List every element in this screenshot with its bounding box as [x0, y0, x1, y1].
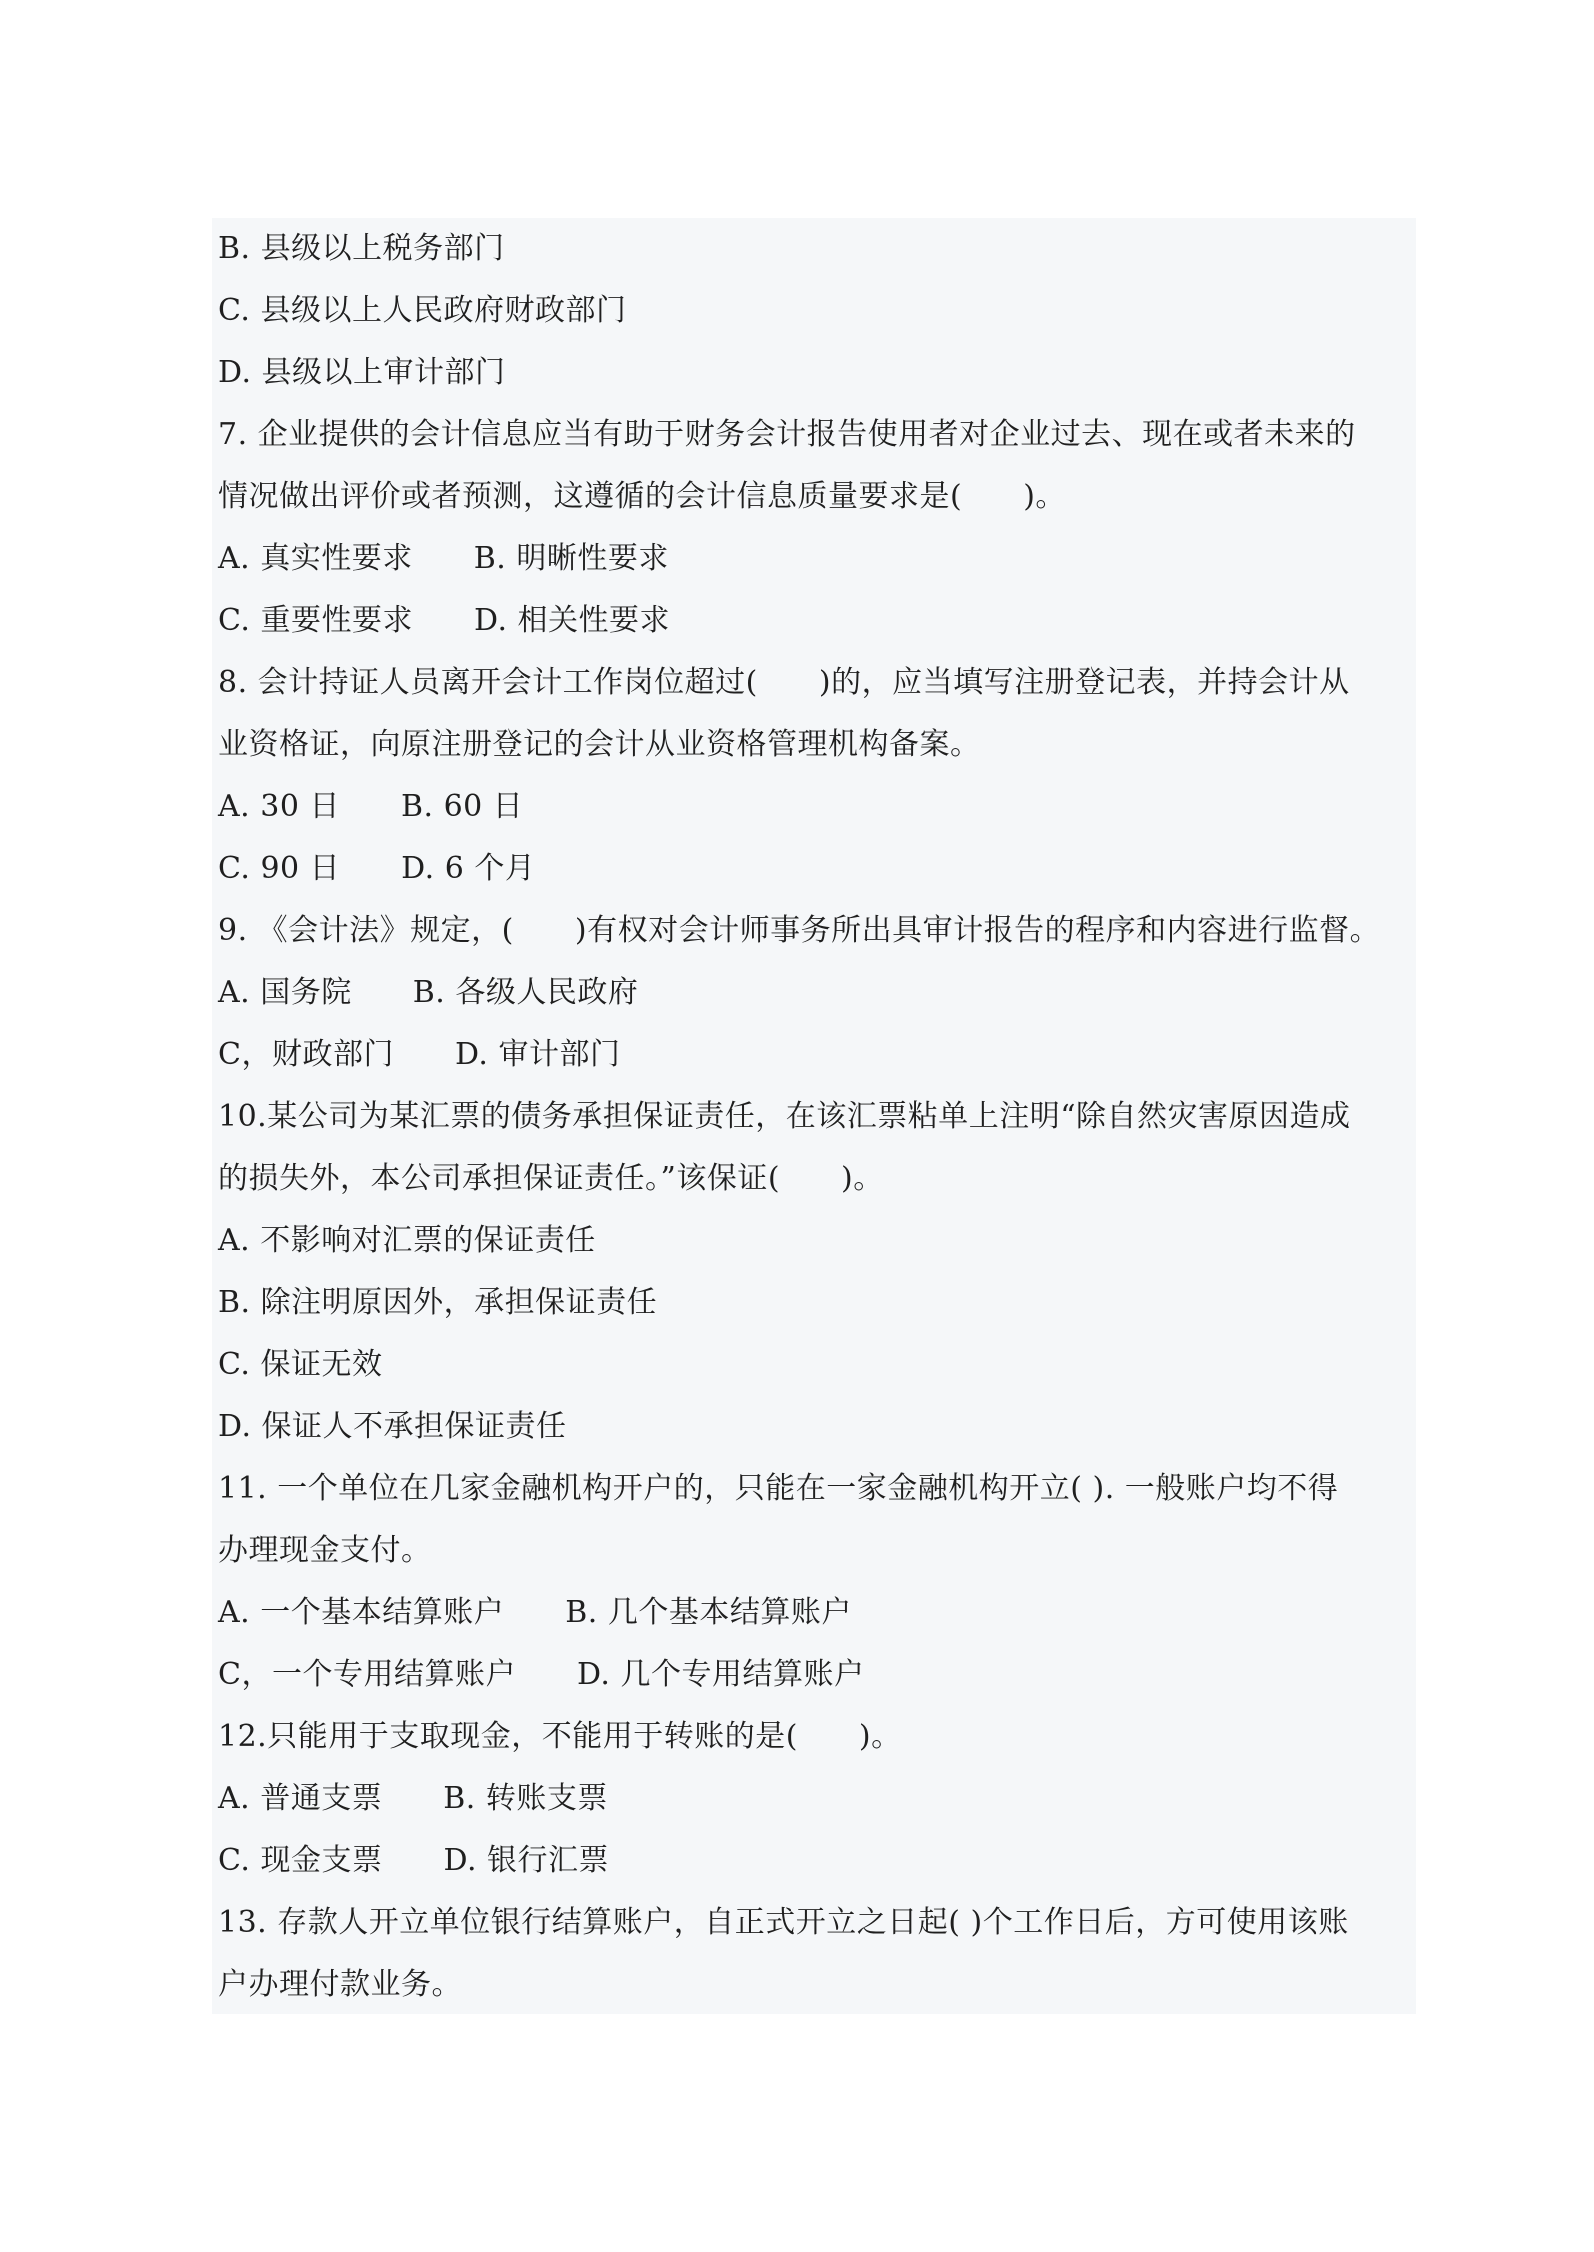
question-line: 办理现金支付。: [218, 1533, 432, 1568]
option-line: C. 县级以上人民政府财政部门: [218, 293, 627, 328]
option-line: C. 重要性要求 D. 相关性要求: [218, 603, 671, 638]
option-line: A. 真实性要求 B. 明晰性要求: [218, 541, 669, 576]
option-line: D. 县级以上审计部门: [218, 355, 506, 390]
question-line: 13. 存款人开立单位银行结算账户，自正式开立之日起( )个工作日后，方可使用该账: [218, 1905, 1349, 1940]
option-line: B. 县级以上税务部门: [218, 231, 505, 266]
option-line: A. 一个基本结算账户 B. 几个基本结算账户: [218, 1595, 852, 1630]
option-line: B. 除注明原因外，承担保证责任: [218, 1285, 658, 1320]
option-line: C，财政部门 D. 审计部门: [218, 1037, 621, 1072]
question-line: 9. 《会计法》规定，( )有权对会计师事务所出具审计报告的程序和内容进行监督。: [218, 913, 1381, 948]
option-line: D. 保证人不承担保证责任: [218, 1409, 567, 1444]
option-line: C. 90 日 D. 6 个月: [218, 851, 536, 886]
question-line: 的损失外，本公司承担保证责任。”该保证( )。: [218, 1161, 884, 1196]
document-body: [212, 218, 1416, 2014]
question-line: 11. 一个单位在几家金融机构开户的，只能在一家金融机构开立( ). 一般账户均不得: [218, 1471, 1339, 1506]
option-line: C，一个专用结算账户 D. 几个专用结算账户: [218, 1657, 865, 1692]
question-line: 10.某公司为某汇票的债务承担保证责任，在该汇票粘单上注明“除自然灾害原因造成: [218, 1099, 1351, 1134]
question-line: 8. 会计持证人员离开会计工作岗位超过( )的，应当填写注册登记表，并持会计从: [218, 665, 1350, 700]
option-line: C. 保证无效: [218, 1347, 383, 1382]
option-line: A. 普通支票 B. 转账支票: [218, 1781, 608, 1816]
question-line: 情况做出评价或者预测，这遵循的会计信息质量要求是( )。: [218, 479, 1066, 514]
option-line: A. 国务院 B. 各级人民政府: [218, 975, 639, 1010]
question-line: 7. 企业提供的会计信息应当有助于财务会计报告使用者对企业过去、现在或者未来的: [218, 417, 1356, 452]
option-line: A. 不影响对汇票的保证责任: [218, 1223, 596, 1258]
option-line: A. 30 日 B. 60 日: [218, 789, 524, 824]
question-line: 户办理付款业务。: [218, 1967, 462, 2002]
question-line: 12.只能用于支取现金，不能用于转账的是( )。: [218, 1719, 902, 1754]
option-line: C. 现金支票 D. 银行汇票: [218, 1843, 610, 1878]
question-line: 业资格证，向原注册登记的会计从业资格管理机构备案。: [218, 727, 981, 762]
